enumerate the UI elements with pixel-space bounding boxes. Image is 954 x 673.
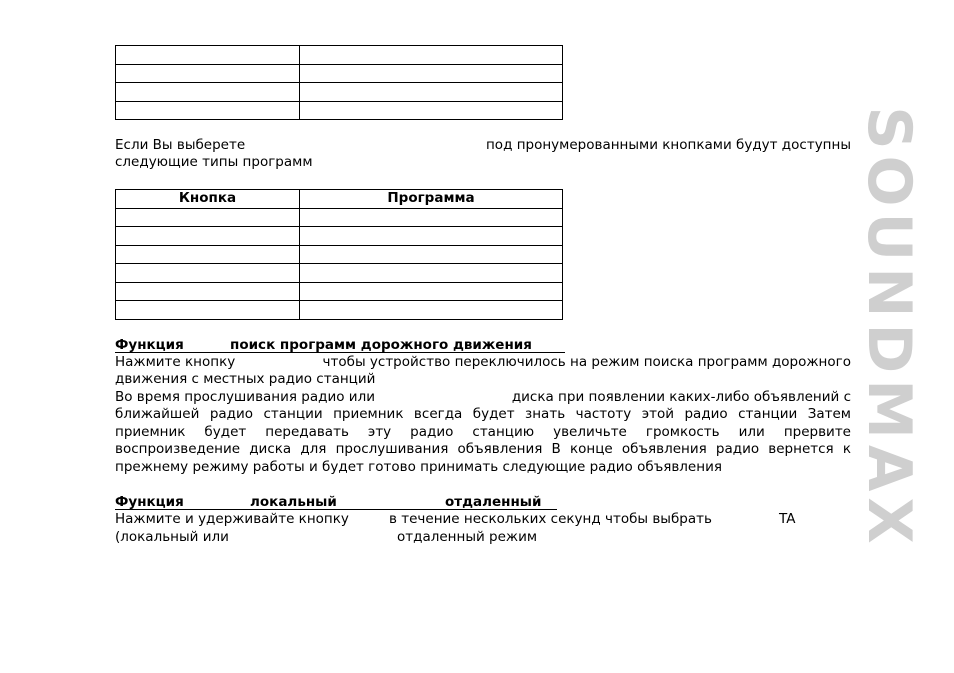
heading-fragment: отдаленный — [445, 494, 542, 510]
text-fragment: (локальный или — [115, 529, 229, 545]
section-heading-ta — [115, 337, 565, 354]
table-row — [116, 46, 563, 65]
column-header-button: Кнопка — [116, 190, 300, 209]
brand-logo — [854, 52, 924, 604]
table-row — [116, 264, 563, 283]
table-cell — [300, 264, 563, 283]
table-cell — [116, 245, 300, 264]
paragraph-line: воспроизведение диска для прослушивания объявления В конце объявления радио вернется к — [115, 441, 851, 457]
table-row — [116, 301, 563, 320]
table-cell — [116, 64, 300, 83]
table-row — [116, 227, 563, 246]
table-row — [116, 282, 563, 301]
text-fragment: TA — [779, 511, 796, 527]
table-cell — [300, 101, 563, 120]
text-fragment: под пронумерованными кнопками будут доступны — [485, 137, 851, 153]
text-fragment: диска при появлении каких-либо объявлений с — [511, 389, 851, 405]
table-top — [115, 45, 563, 120]
paragraph-line: движения с местных радио станций — [115, 371, 376, 387]
heading-fragment: Функция — [115, 337, 184, 353]
table-cell — [116, 282, 300, 301]
table-row — [116, 208, 563, 227]
table-cell — [300, 301, 563, 320]
table-row — [116, 245, 563, 264]
text-fragment: Во время прослушивания радио или — [115, 389, 375, 405]
table-row — [116, 83, 563, 102]
paragraph-line: прежнему режиму работы и будет готово принимать следующие радио объявления — [115, 459, 722, 475]
table-cell — [300, 208, 563, 227]
table-cell — [300, 245, 563, 264]
paragraph-line: приемник будет передавать эту радио станцию увеличьте громкость или прервите — [115, 424, 851, 440]
table-cell — [116, 301, 300, 320]
table-cell — [300, 83, 563, 102]
paragraph-line: ближайшей радио станции приемник всегда будет знать частоту этой радио станции Затем — [115, 406, 851, 422]
text-fragment: Нажмите и удерживайте кнопку — [115, 511, 349, 527]
table-header-row — [116, 190, 563, 209]
heading-fragment: Функция — [115, 494, 184, 510]
table-cell — [116, 264, 300, 283]
table-cell — [300, 227, 563, 246]
table-cell — [300, 64, 563, 83]
column-header-program: Программа — [300, 190, 563, 209]
section-heading-local-distant — [115, 494, 557, 511]
heading-fragment: поиск программ дорожного движения — [230, 337, 532, 353]
table-buttons-programs — [115, 189, 563, 320]
table-cell — [300, 46, 563, 65]
text-fragment: в течение нескольких секунд чтобы выбрать — [389, 511, 712, 527]
table-row — [116, 101, 563, 120]
text-fragment: Нажмите кнопку — [115, 354, 236, 370]
table-cell — [116, 208, 300, 227]
table-cell — [300, 282, 563, 301]
table-cell — [116, 46, 300, 65]
text-fragment: Если Вы выберете — [115, 137, 246, 153]
paragraph-line: следующие типы программ — [115, 154, 313, 170]
table-cell — [116, 83, 300, 102]
text-fragment: чтобы устройство переключилось на режим поиска программ дорожного — [322, 354, 851, 370]
table-row — [116, 64, 563, 83]
table-cell — [116, 101, 300, 120]
text-fragment: отдаленный режим — [397, 529, 538, 545]
table-cell — [116, 227, 300, 246]
heading-fragment: локальный — [250, 494, 337, 510]
brand-logo-text: SOUNDMAX — [854, 106, 924, 550]
